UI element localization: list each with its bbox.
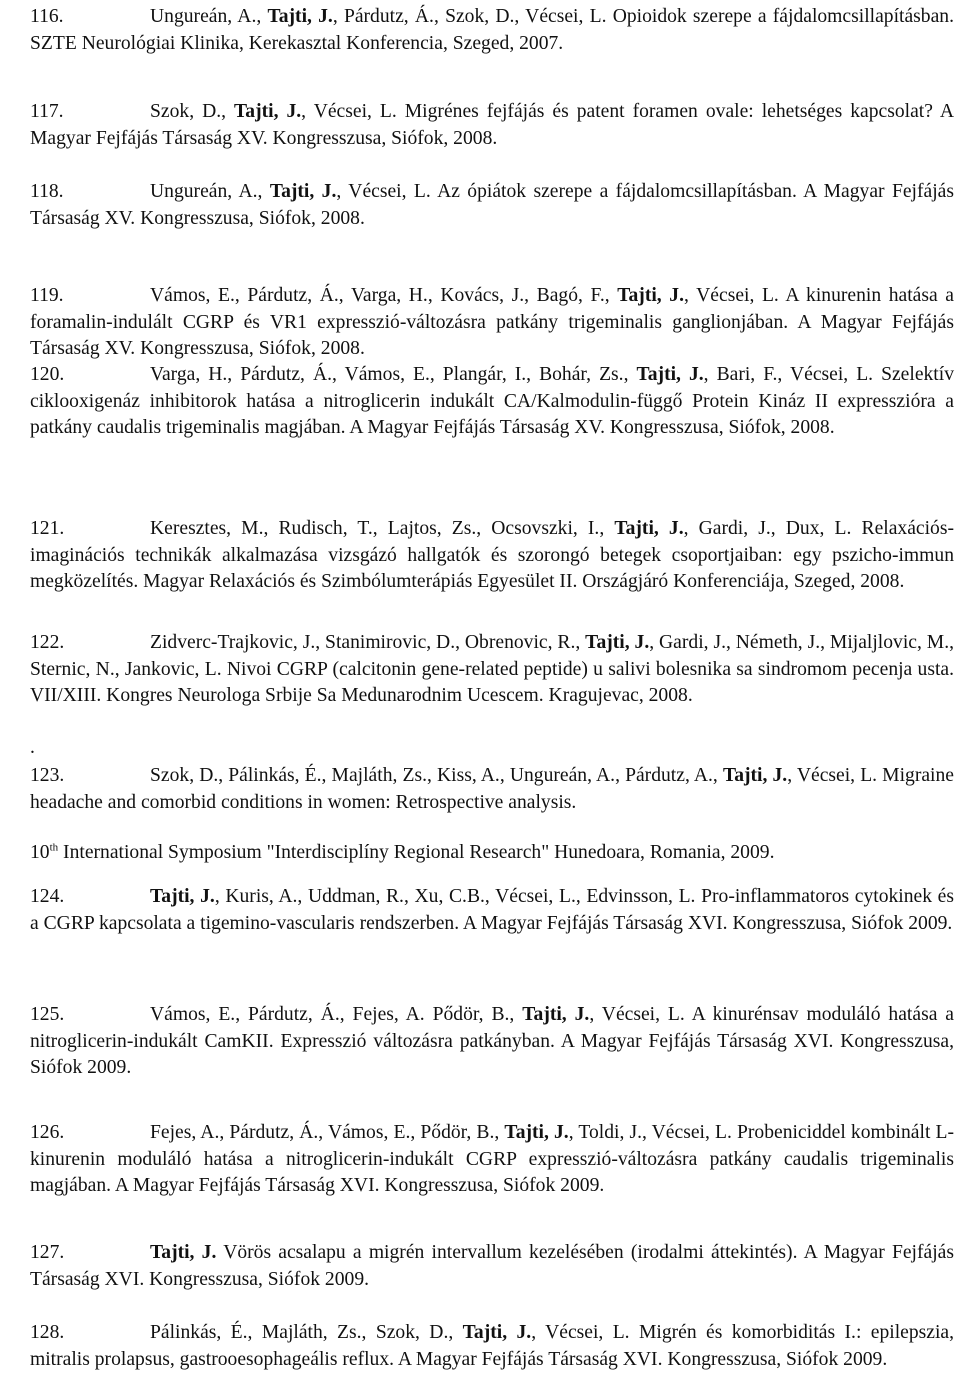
symposium-ordinal: 10 (30, 842, 50, 863)
reference-text: , Vécsei, L. Az ópiátok szerepe a fájdalomcsillapításban. A Magyar Fejfájás Társaság XV. Kongresszusa, Siófok, 2008. (30, 181, 954, 229)
reference-number: 128. (30, 1322, 65, 1343)
reference-text: Szok, D., (150, 101, 235, 122)
reference-text: Vámos, E., Párdutz, Á., Varga, H., Kovács, J., Bagó, F., (150, 285, 618, 306)
author-highlight: Tajti, J. (150, 1242, 217, 1263)
reference-text: , Párdutz, Á., Szok, D., Vécsei, L. Opioidok szerepe a fájdalomcsillapításban. SZTE Neurológiai Klinika, Kerekasztal Konferencia, Szeged, 2007. (30, 6, 954, 54)
reference-number: 127. (30, 1242, 65, 1263)
author-highlight: Tajti, J. (267, 6, 333, 27)
reference-entry (30, 516, 954, 596)
reference-text: Pálinkás, É., Majláth, Zs., Szok, D., (150, 1322, 463, 1343)
reference-text: Fejes, A., Párdutz, Á., Vámos, E., Pődör, B., (150, 1122, 505, 1143)
stray-period: . (30, 737, 35, 758)
reference-text: Ungureán, A., (150, 6, 268, 27)
author-highlight: Tajti, J. (234, 101, 302, 122)
author-highlight: Tajti, J. (585, 632, 650, 653)
reference-number: 120. (30, 364, 65, 385)
reference-text: , Vécsei, L. Migrénes fejfájás és patent foramen ovale: lehetséges kapcsolat? A Magyar Fejfájás Társaság XV. Kongresszusa, Siófok, 2008. (30, 101, 954, 149)
reference-text: , Vécsei, L. A kinurenin hatása a foramalin-indulált CGRP és VR1 expresszió-változásra patkány trigeminalis ganglionjában. A Magyar Fejfájás Társaság XV. Kongresszusa, Siófok, 2008. (30, 285, 954, 359)
reference-number: 121. (30, 518, 65, 539)
author-highlight: Tajti, J. (617, 285, 684, 306)
reference-text: Ungureán, A., (150, 181, 270, 202)
reference-number: 119. (30, 285, 64, 306)
reference-text: , Kuris, A., Uddman, R., Xu, C.B., Vécsei, L., Edvinsson, L. Pro-inflammatoros cytokinek és a CGRP kapcsolata a tigemino-vascularis rendszerben. A Magyar Fejfájás Társaság XVI. Kongresszusa, Siófok 2009. (30, 886, 954, 934)
reference-number: 123. (30, 765, 65, 786)
reference-entry (30, 283, 954, 363)
reference-text: Szok, D., Pálinkás, É., Majláth, Zs., Kiss, A., Ungureán, A., Párdutz, A., (150, 765, 723, 786)
reference-number: 118. (30, 181, 64, 202)
reference-text: Zidverc-Trajkovic, J., Stanimirovic, D., Obrenovic, R., (150, 632, 586, 653)
reference-entry (30, 1240, 954, 1293)
reference-text: , Toldi, J., Vécsei, L. Probeniciddel kombinált L-kinurenin moduláló hatása a nitroglicerin-indukált CGRP expresszió-változásra patkány caudalis trigeminalis magjában. A Magyar Fejfájás Társaság XVI. Kongresszusa, Siófok 2009. (30, 1122, 955, 1196)
reference-entry (30, 99, 954, 152)
reference-entry (30, 1120, 954, 1200)
reference-text: , Bari, F., Vécsei, L. Szelektív ciklooxigenáz inhibitorok hatása a nitroglicerin indukált CA/Kalmodulin-függő Protein Kináz II expresszióra a patkány caudalis trigeminalis magjában. A Magyar Fejfájás Társaság XV. Kongresszusa, Siófok, 2008. (30, 364, 954, 438)
reference-number: 122. (30, 632, 65, 653)
author-highlight: Tajti, J. (636, 364, 704, 385)
symposium-text: International Symposium "Interdisciplíny Regional Research" Hunedoara, Romania, 2009. (58, 842, 775, 863)
author-highlight: Tajti, J. (614, 518, 684, 539)
reference-entry (30, 179, 954, 232)
reference-number: 116. (30, 6, 64, 27)
reference-entry (30, 763, 954, 816)
reference-number: 125. (30, 1004, 65, 1025)
author-highlight: Tajti, J. (522, 1004, 590, 1025)
reference-text: Vámos, E., Párdutz, Á., Fejes, A. Pődör, B., (150, 1004, 523, 1025)
author-highlight: Tajti, J. (462, 1322, 532, 1343)
author-highlight: Tajti, J. (269, 181, 337, 202)
reference-text: , Gardi, J., Németh, J., Mijaljlovic, M., Sternic, N., Jankovic, L. Nivoi CGRP (calcitonin gene-related peptide) u salivi bolesnika sa sindromom pecenja usta. VII/XIII. Kongres Neurologa Srbije Sa Medunarodnim Ucescem. Kragujevac, 2008. (30, 632, 954, 706)
reference-entry (30, 1002, 954, 1082)
author-highlight: Tajti, J. (150, 886, 215, 907)
author-highlight: Tajti, J. (722, 765, 788, 786)
symposium-ordinal-suffix: th (49, 841, 59, 854)
author-highlight: Tajti, J. (504, 1122, 569, 1143)
reference-number: 124. (30, 886, 65, 907)
reference-entry (30, 630, 954, 710)
reference-text: Vörös acsalapu a migrén intervallum kezelésében (irodalmi áttekintés). A Magyar Fejfájás Társaság XVI. Kongresszusa, Siófok 2009. (30, 1242, 954, 1290)
reference-text: , Vécsei, L. Migraine headache and comorbid conditions in women: Retrospective analysis. (30, 765, 954, 813)
reference-number: 117. (30, 101, 64, 122)
reference-number: 126. (30, 1122, 65, 1143)
reference-entry (30, 884, 954, 937)
reference-entry (30, 4, 954, 57)
symposium-line (30, 840, 954, 867)
reference-text: , Gardi, J., Dux, L. Relaxációs-imaginációs technikák alkalmazása vizsgázó hallgatók és szorongó betegek csoportjaiban: egy pszicho-immun megközelítés. Magyar Relaxációs és Szimbólumterápiás Egyesület II. Országjáró Konferenciája, Szeged, 2008. (30, 518, 954, 592)
reference-entry (30, 362, 954, 442)
reference-text: , Vécsei, L. A kinurénsav moduláló hatása a nitroglicerin-indukált CamKII. Expresszió változásra patkányban. A Magyar Fejfájás Társaság XVI. Kongresszusa, Siófok 2009. (30, 1004, 955, 1078)
reference-text: , Vécsei, L. Migrén és komorbiditás I.: epilepszia, mitralis prolapsus, gastrooesophageális reflux. A Magyar Fejfájás Társaság XVI. Kongresszusa, Siófok 2009. (30, 1322, 955, 1370)
reference-text: Keresztes, M., Rudisch, T., Lajtos, Zs., Ocsovszki, I., (150, 518, 615, 539)
reference-entry (30, 1320, 954, 1373)
reference-text: Varga, H., Párdutz, Á., Vámos, E., Plangár, I., Bohár, Zs., (150, 364, 637, 385)
